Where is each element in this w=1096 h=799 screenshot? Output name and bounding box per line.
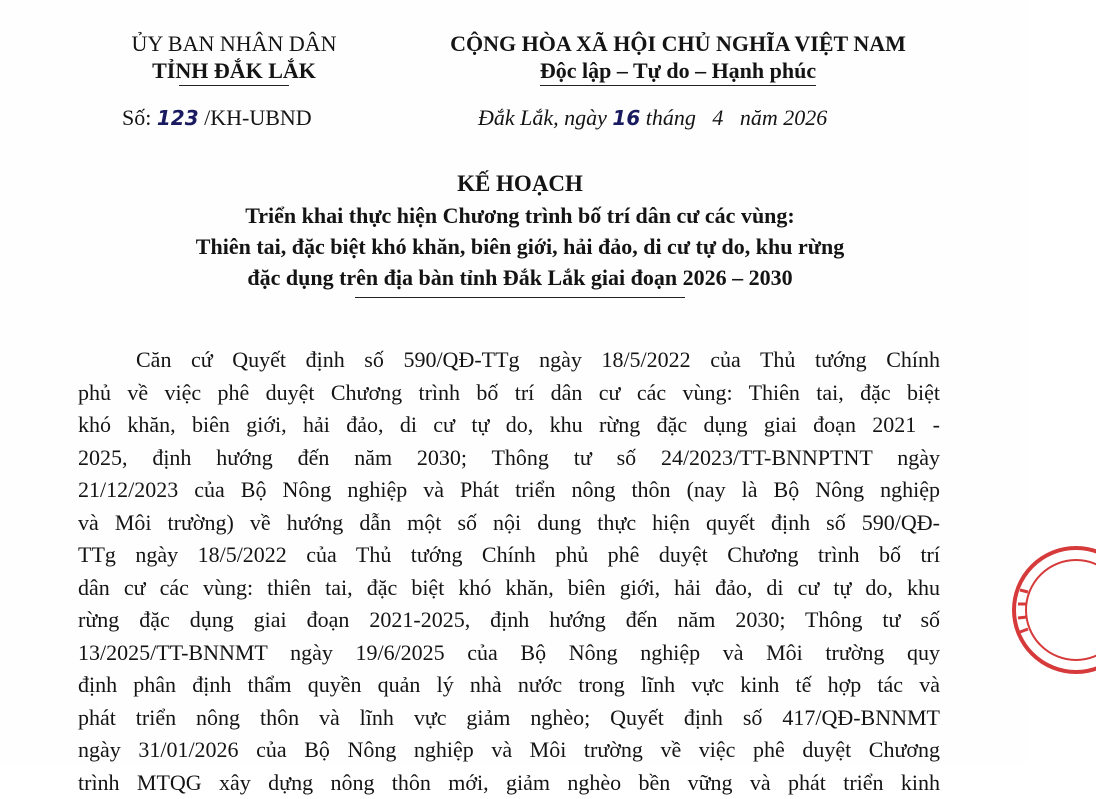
body-line: định phân định thẩm quyền quản lý nhà nước trong lĩnh vực kinh tế hợp tác và [78,669,940,702]
body-line: ngày 31/01/2026 của Bộ Nông nghiệp và Môi trường về việc phê duyệt Chương [78,734,940,767]
document-number-prefix: Số: [122,105,157,130]
authority-line-1: ỦY BAN NHÂN DÂN [108,30,360,57]
body-line: phủ về việc phê duyệt Chương trình bố trí dân cư các vùng: Thiên tai, đặc biệt [78,377,940,410]
issuing-authority [108,30,360,86]
document-number-suffix: /KH-UBND [199,105,312,130]
body-line: 2025, định hướng đến năm 2030; Thông tư số 24/2023/TT-BNNPTNT ngày [78,442,940,475]
national-heading [406,30,950,86]
title-line-1: Triển khai thực hiện Chương trình bố trí dân cư các vùng: [60,200,980,231]
title-line-2: Thiên tai, đặc biệt khó khăn, biên giới, hải đảo, di cư tự do, khu rừng [60,231,980,262]
document-number [122,104,312,132]
document-title [60,168,980,298]
date-place: Đắk Lắk, ngày [478,105,612,130]
body-line: rừng đặc dụng giai đoạn 2021-2025, định hướng đến năm 2030; Thông tư số [78,604,940,637]
body-line: TTg ngày 18/5/2022 của Thủ tướng Chính phủ phê duyệt Chương trình bố trí [78,539,940,572]
handwritten-day: 16 [612,106,640,130]
title-line-3: đặc dụng trên địa bàn tỉnh Đắk Lắk giai đoạn 2026 – 2030 [60,262,980,293]
body-line: khó khăn, biên giới, hải đảo, di cư tự do, khu rừng đặc dụng giai đoạn 2021 - [78,409,940,442]
nation-name: CỘNG HÒA XÃ HỘI CHỦ NGHĨA VIỆT NAM [406,30,950,57]
issue-date [478,104,827,132]
national-motto: Độc lập – Tự do – Hạnh phúc [540,57,816,86]
authority-underline [179,85,289,86]
title-main: KẾ HOẠCH [60,168,980,200]
body-line: 13/2025/TT-BNNMT ngày 19/6/2025 của Bộ Nông nghiệp và Môi trường quy [78,637,940,670]
title-underline [355,297,685,298]
body-line: trình MTQG xây dựng nông thôn mới, giảm nghèo bền vững và phát triển kinh [78,767,940,799]
body-line: Căn cứ Quyết định số 590/QĐ-TTg ngày 18/5/2022 của Thủ tướng Chính [78,344,940,377]
body-line: và Môi trường) về hướng dẫn một số nội dung thực hiện quyết định số 590/QĐ- [78,507,940,540]
official-seal-icon [1006,540,1096,680]
body-line: dân cư các vùng: thiên tai, đặc biệt khó khăn, biên giới, hải đảo, di cư tự do, khu [78,572,940,605]
body-paragraph [78,344,940,799]
handwritten-number: 123 [157,106,199,130]
authority-line-2: TỈNH ĐẮK LẮK [108,57,360,84]
body-line: phát triển nông thôn và lĩnh vực giảm nghèo; Quyết định số 417/QĐ-BNNMT [78,702,940,735]
date-month-year: tháng 4 năm 2026 [640,105,827,130]
body-line: 21/12/2023 của Bộ Nông nghiệp và Phát triển nông thôn (nay là Bộ Nông nghiệp [78,474,940,507]
